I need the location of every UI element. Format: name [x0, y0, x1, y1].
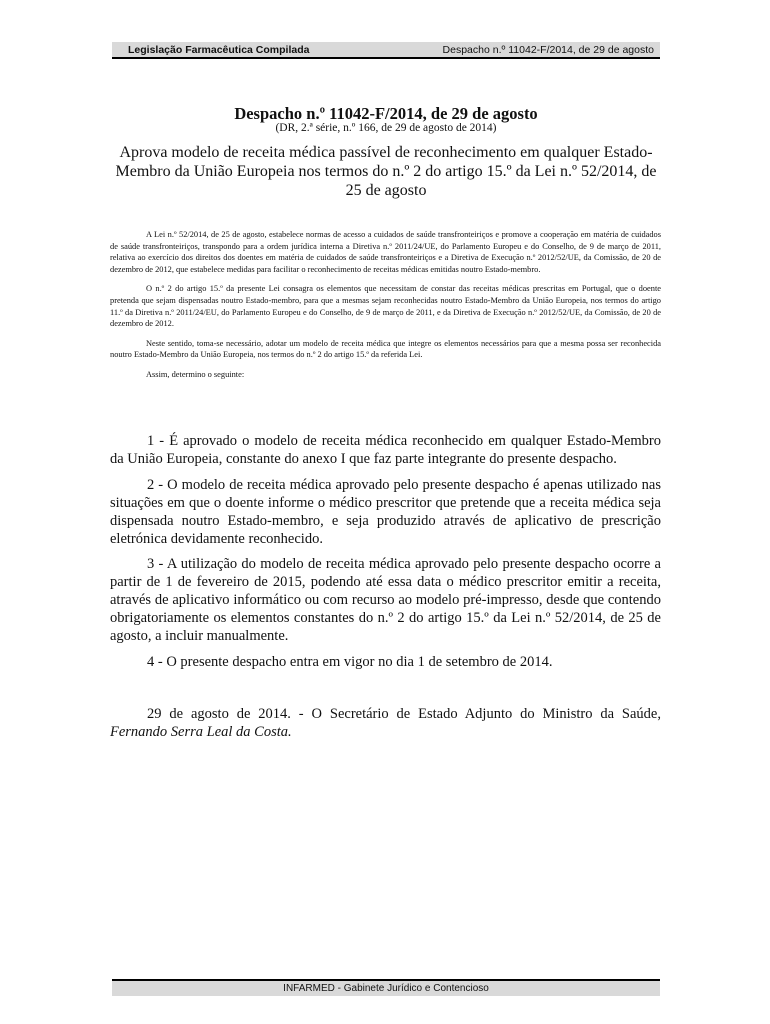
- preamble-paragraph: Neste sentido, toma-se necessário, adotar um modelo de receita médica que integre os elementos necessários para que a mesma possa ser reconhecida noutro Estado-Membro da União Europeia, nos termos do n.º 2 do artigo 15.º da referida Lei.: [110, 338, 661, 360]
- signature-name: Fernando Serra Leal da Costa.: [110, 724, 292, 740]
- document-summary: Aprova modelo de receita médica passível de reconhecimento em qualquer Estado-Membro da União Europeia nos termos do n.º 2 do artigo 15.º da Lei n.º 52/2014, de 25 de agosto: [115, 144, 657, 199]
- document-source: (DR, 2.ª série, n.º 166, de 29 de agosto de 2014): [275, 122, 497, 134]
- page-footer: [112, 979, 660, 996]
- page-header: [112, 42, 660, 59]
- signature-date: 29 de agosto de 2014. - O Secretário de Estado Adjunto do Ministro da Saúde,: [147, 706, 661, 722]
- article-paragraph: 3 - A utilização do modelo de receita médica aprovado pelo presente despacho ocorre a partir de 1 de fevereiro de 2015, podendo até essa data o médico prescritor emitir a receita, através de aplicativo informático ou com recurso ao modelo pré-impresso, desde que contendo obrigatoriamente os elementos constantes do n.º 2 do artigo 15.º da Lei n.º 52/2014, de 25 de agosto, a incluir manualmente.: [110, 556, 661, 644]
- preamble-paragraph: A Lei n.º 52/2014, de 25 de agosto, estabelece normas de acesso a cuidados de saúde transfronteiriços e promove a cooperação em matéria de cuidados de saúde transfronteiriços, transpondo para a ordem jurídica interna a Diretiva n.º 2011/24/UE, do Parlamento Europeu e do Conselho, de 9 de março de 2011, relativa ao exercício dos direitos dos doentes em matéria de cuidados de saúde transfronteiriços e a Diretiva de Execução n.º 2012/52/UE, da Comissão, de 20 de dezembro de 2012, que estabelece medidas para facilitar o reconhecimento de receitas médicas emitidas noutro Estado-membro.: [110, 230, 661, 274]
- article-paragraph: 2 - O modelo de receita médica aprovado pelo presente despacho é apenas utilizado nas situações em que o doente informe o médico prescritor que pretende que a receita médica seja dispensada noutro Estado-membro, e seja produzido através de aplicativo de prescrição eletrónica devidamente reconhecido.: [110, 476, 661, 547]
- document-title: Despacho n.º 11042-F/2014, de 29 de agosto: [234, 104, 538, 123]
- articles: [110, 432, 661, 678]
- preamble-paragraph: O n.º 2 do artigo 15.º da presente Lei consagra os elementos que necessitam de constar das receitas médicas prescritas em Portugal, que o doente pretenda que sejam dispensadas noutro Estado-membro, para que a mesmas sejam reconhecidas noutro Estado-Membro da União Europeia, nos termos do artigo 11.º da Diretiva n.º 2011/24/EU, do Parlamento Europeu e do Conselho, de 9 de março de 2011, e da Diretiva de Execução n.º 2012/52/UE, da Comissão, de 20 de dezembro de 2012.: [110, 284, 661, 329]
- header-document-ref: Despacho n.º 11042-F/2014, de 29 de agosto: [442, 44, 654, 56]
- preamble-paragraph: Assim, determino o seguinte:: [146, 369, 245, 379]
- header-collection-title: Legislação Farmacêutica Compilada: [128, 44, 310, 56]
- signature: [110, 705, 661, 741]
- article-paragraph: 1 - É aprovado o modelo de receita médica reconhecido em qualquer Estado-Membro da União Europeia, constante do anexo I que faz parte integrante do presente despacho.: [110, 433, 661, 467]
- article-paragraph: 4 - O presente despacho entra em vigor no dia 1 de setembro de 2014.: [147, 653, 553, 670]
- preamble: [110, 229, 661, 389]
- footer-text: INFARMED - Gabinete Jurídico e Contencioso: [283, 983, 489, 994]
